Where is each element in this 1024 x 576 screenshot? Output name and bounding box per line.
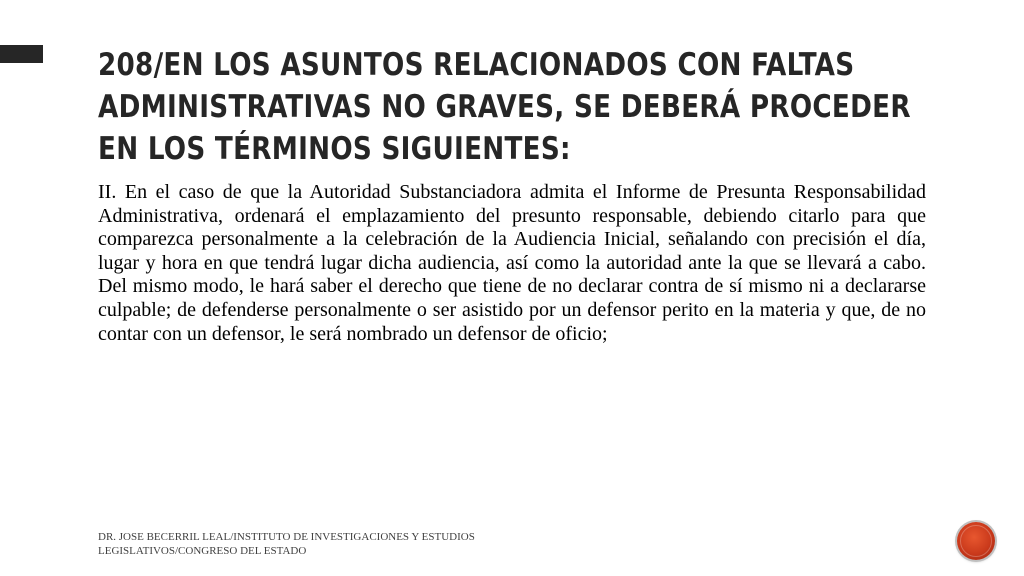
slide-footer: DR. JOSE BECERRIL LEAL/INSTITUTO DE INVESTIGACIONES Y ESTUDIOS LEGISLATIVOS/CONGRESO DEL ESTADO xyxy=(98,531,475,557)
slide-title: 208/EN LOS ASUNTOS RELACIONADOS CON FALTAS ADMINISTRATIVAS NO GRAVES, SE DEBERÁ PROCEDER EN LOS TÉRMINOS SIGUIENTES: xyxy=(98,47,911,167)
corner-accent-bar xyxy=(0,45,43,63)
slide-number-badge-icon xyxy=(957,522,995,560)
slide-body-text: II. En el caso de que la Autoridad Substanciadora admita el Informe de Presunta Responsabilidad Administrativa, ordenará el emplazamiento del presunto responsable, debiendo citarlo para que comparezca personalmente a la celebración de la Audiencia Inicial, señalando con precisión el día, lugar y hora en que tendrá lugar dicha audiencia, así como la autoridad ante la que se llevará a cabo. Del mismo modo, le hará saber el derecho que tiene de no declarar contra de sí mismo ni a declararse culpable; de defenderse personalmente o ser asistido por un defensor perito en la materia y que, de no contar con un defensor, le será nombrado un defensor de oficio; xyxy=(98,181,926,345)
